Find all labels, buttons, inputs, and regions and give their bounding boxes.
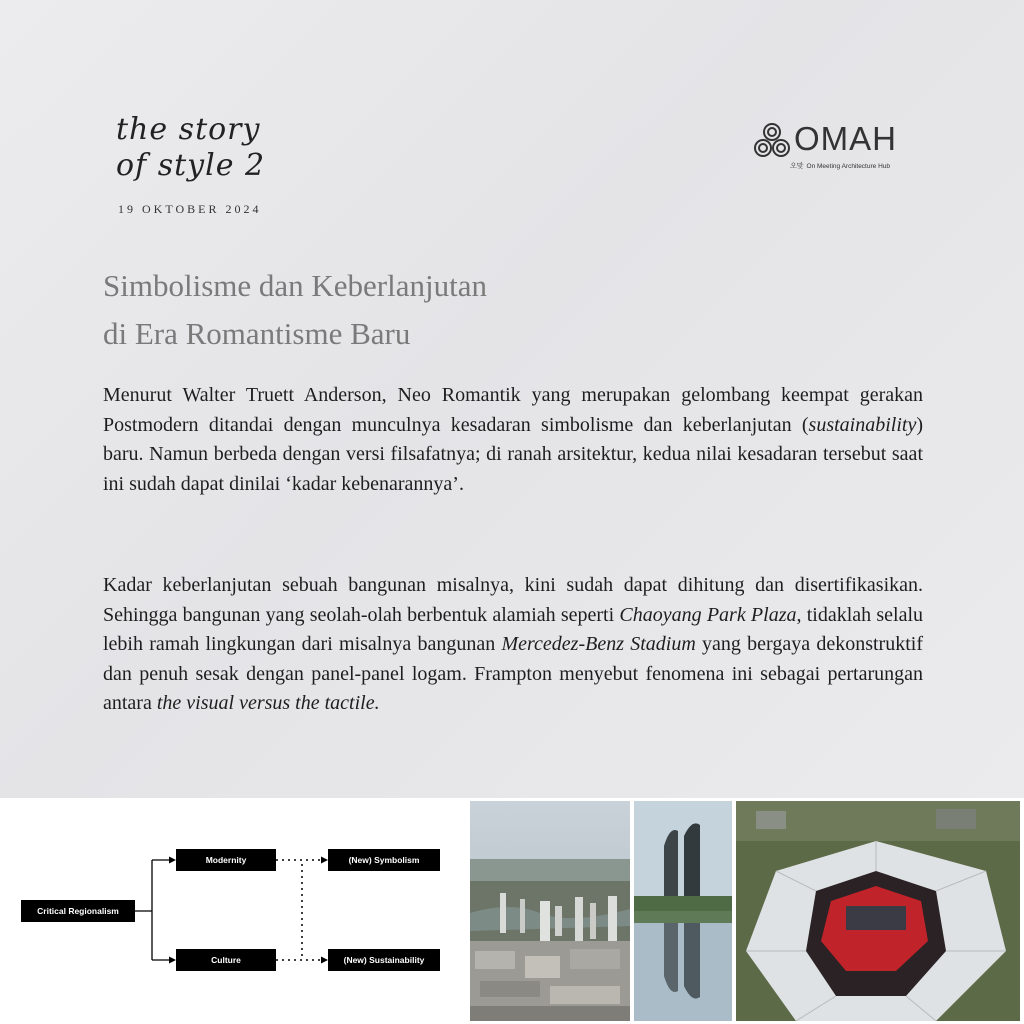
p2-text-e: yang bergaya dekonstruktif dan penuh sesak dengan panel-panel logam. Frampton menyebut fenomena ini sebagai pertarungan antara [103,633,923,714]
logo-name: OMAH [794,120,897,157]
article-title [103,262,803,358]
p1-italic-sustainability: sustainability [808,413,917,436]
series-date: 19 OKTOBER 2024 [118,202,262,216]
article-title-line2: di Era Romantisme Baru [103,316,411,351]
p1-text-c: ) baru. Namun berbeda dengan versi filsafatnya; di ranah arsitektur, kedua nilai kesadaran tersebut saat ini sudah dapat dinilai ‘kadar kebenarannya’. [103,413,923,495]
label-new-sustainability: (New) Sustainability [343,955,425,965]
p2-text-a: Kadar keberlanjutan sebuah bangunan misalnya, kini sudah dapat dihitung dan disertifikasikan. Sehingga bangunan yang seolah-olah berbentuk alamiah seperti [103,574,923,626]
arrow-head-top [169,857,176,864]
omah-logo [752,120,922,172]
label-modernity: Modernity [205,855,247,865]
towers-reflection-photo [634,801,732,1021]
triple-spiral-icon [752,122,792,162]
image-strip [0,798,1024,1024]
p2-italic-chaoyang: Chaoyang Park Plaza [619,603,797,626]
label-culture: Culture [211,955,241,965]
regionalism-diagram [0,798,465,1024]
diagram-connectors [135,860,172,960]
logo-tagline-text: On Meeting Architecture Hub [806,163,890,170]
label-new-symbolism: (New) Symbolism [348,855,420,865]
p2-text-c: , tidaklah selalu lebih ramah lingkungan dari misalnya bangunan [103,603,923,655]
series-title-line2: of style 2 [116,148,266,183]
diagram-dotted-links [276,860,322,960]
series-title-line1: the story [116,112,261,147]
paragraph-2 [103,571,923,719]
label-critical-regionalism: Critical Regionalism [37,906,119,916]
p2-italic-visual-tactile: the visual versus the tactile. [156,692,380,714]
dotted-arrow-head-top [321,857,328,864]
dotted-arrow-head-bottom [321,957,328,964]
arrow-head-bottom [169,957,176,964]
p1-text-a: Menurut Walter Truett Anderson, Neo Romantik yang merupakan gelombang keempat gerakan Postmodern ditandai dengan munculnya kesadaran simbolisme dan keberlanjutan ( [103,384,923,436]
p2-italic-stadium: Mercedez-Benz Stadium [501,633,696,655]
logo-tagline-kanji: 오맞 [790,163,804,170]
stadium-aerial-photo [736,801,1020,1021]
series-title [116,112,316,184]
city-aerial-photo [470,801,630,1021]
logo-tagline [790,161,890,171]
article-title-line1: Simbolisme dan Keberlanjutan [103,268,487,303]
paragraph-1 [103,381,923,499]
